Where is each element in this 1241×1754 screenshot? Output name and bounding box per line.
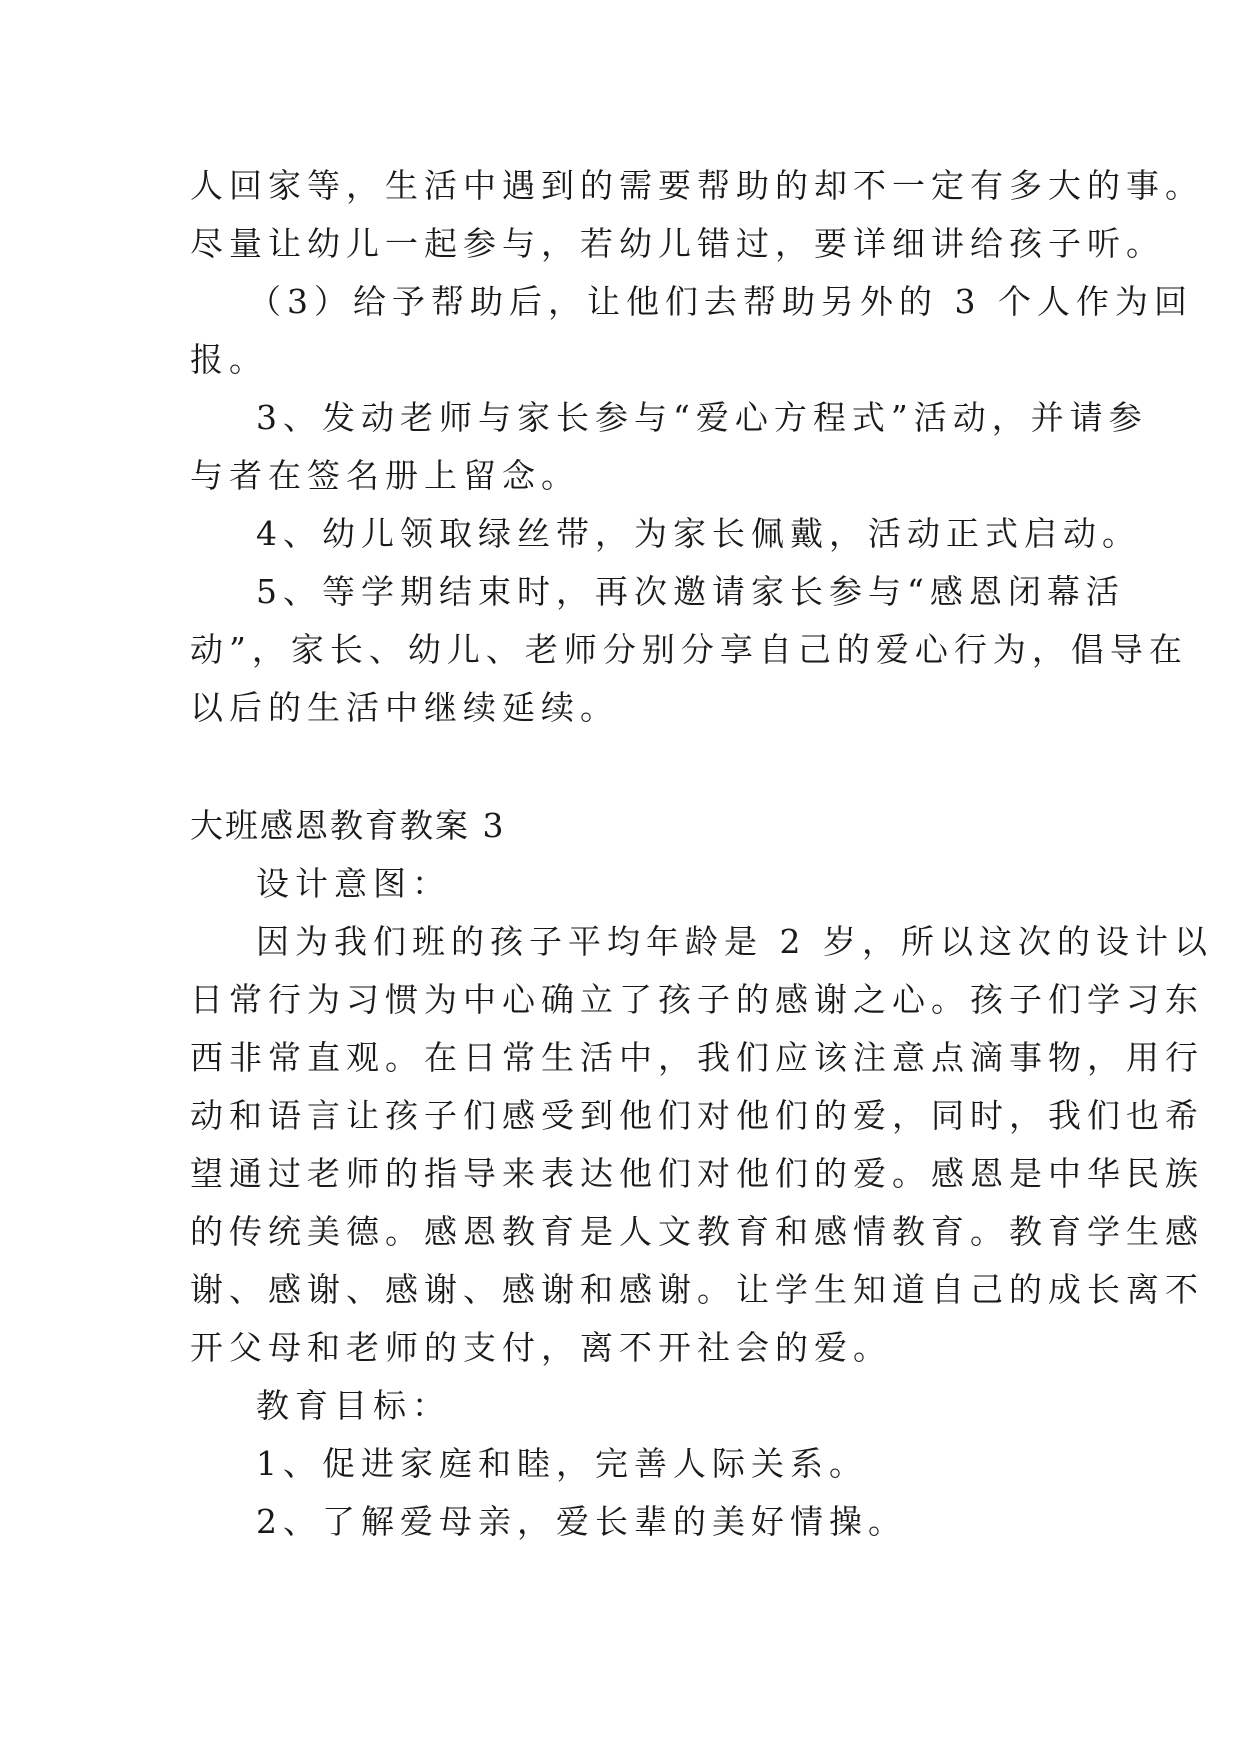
paragraph-line: （3）给予帮助后，让他们去帮助另外的 3 个人作为回 [248, 282, 1193, 321]
paragraph-line: 动和语言让孩子们感受到他们对他们的爱，同时，我们也希 [190, 1096, 1204, 1135]
paragraph-line: 报。 [190, 340, 268, 379]
paragraph-line: 3、发动老师与家长参与“爱心方程式”活动，并请参 [256, 398, 1148, 437]
design-label: 设计意图： [256, 864, 451, 903]
paragraph-line: 因为我们班的孩子平均年龄是 2 岁，所以这次的设计以 [256, 922, 1213, 961]
paragraph-line: 人回家等，生活中遇到的需要帮助的却不一定有多大的事。 [190, 166, 1204, 205]
paragraph-line: 日常行为习惯为中心确立了孩子的感谢之心。孩子们学习东 [190, 980, 1204, 1019]
paragraph-line: 以后的生活中继续延续。 [190, 688, 619, 727]
paragraph-line: 与者在签名册上留念。 [190, 456, 580, 495]
paragraph-line: 动”，家长、幼儿、老师分别分享自己的爱心行为，倡导在 [190, 630, 1188, 669]
paragraph-line: 4、幼儿领取绿丝带，为家长佩戴，活动正式启动。 [256, 514, 1141, 553]
goal-item: 2、了解爱母亲，爱长辈的美好情操。 [256, 1502, 907, 1541]
paragraph-line: 5、等学期结束时，再次邀请家长参与“感恩闭幕活 [256, 572, 1125, 611]
paragraph-line: 尽量让幼儿一起参与，若幼儿错过，要详细讲给孩子听。 [190, 224, 1165, 263]
goal-item: 1、促进家庭和睦，完善人际关系。 [256, 1444, 868, 1483]
goal-label: 教育目标： [256, 1386, 451, 1425]
paragraph-line: 西非常直观。在日常生活中，我们应该注意点滴事物，用行 [190, 1038, 1204, 1077]
paragraph-line: 的传统美德。感恩教育是人文教育和感情教育。教育学生感 [190, 1212, 1204, 1251]
paragraph-line: 谢、感谢、感谢、感谢和感谢。让学生知道自己的成长离不 [190, 1270, 1204, 1309]
paragraph-line: 望通过老师的指导来表达他们对他们的爱。感恩是中华民族 [190, 1154, 1204, 1193]
section-title: 大班感恩教育教案 3 [190, 806, 506, 845]
paragraph-line: 开父母和老师的支付，离不开社会的爱。 [190, 1328, 892, 1367]
